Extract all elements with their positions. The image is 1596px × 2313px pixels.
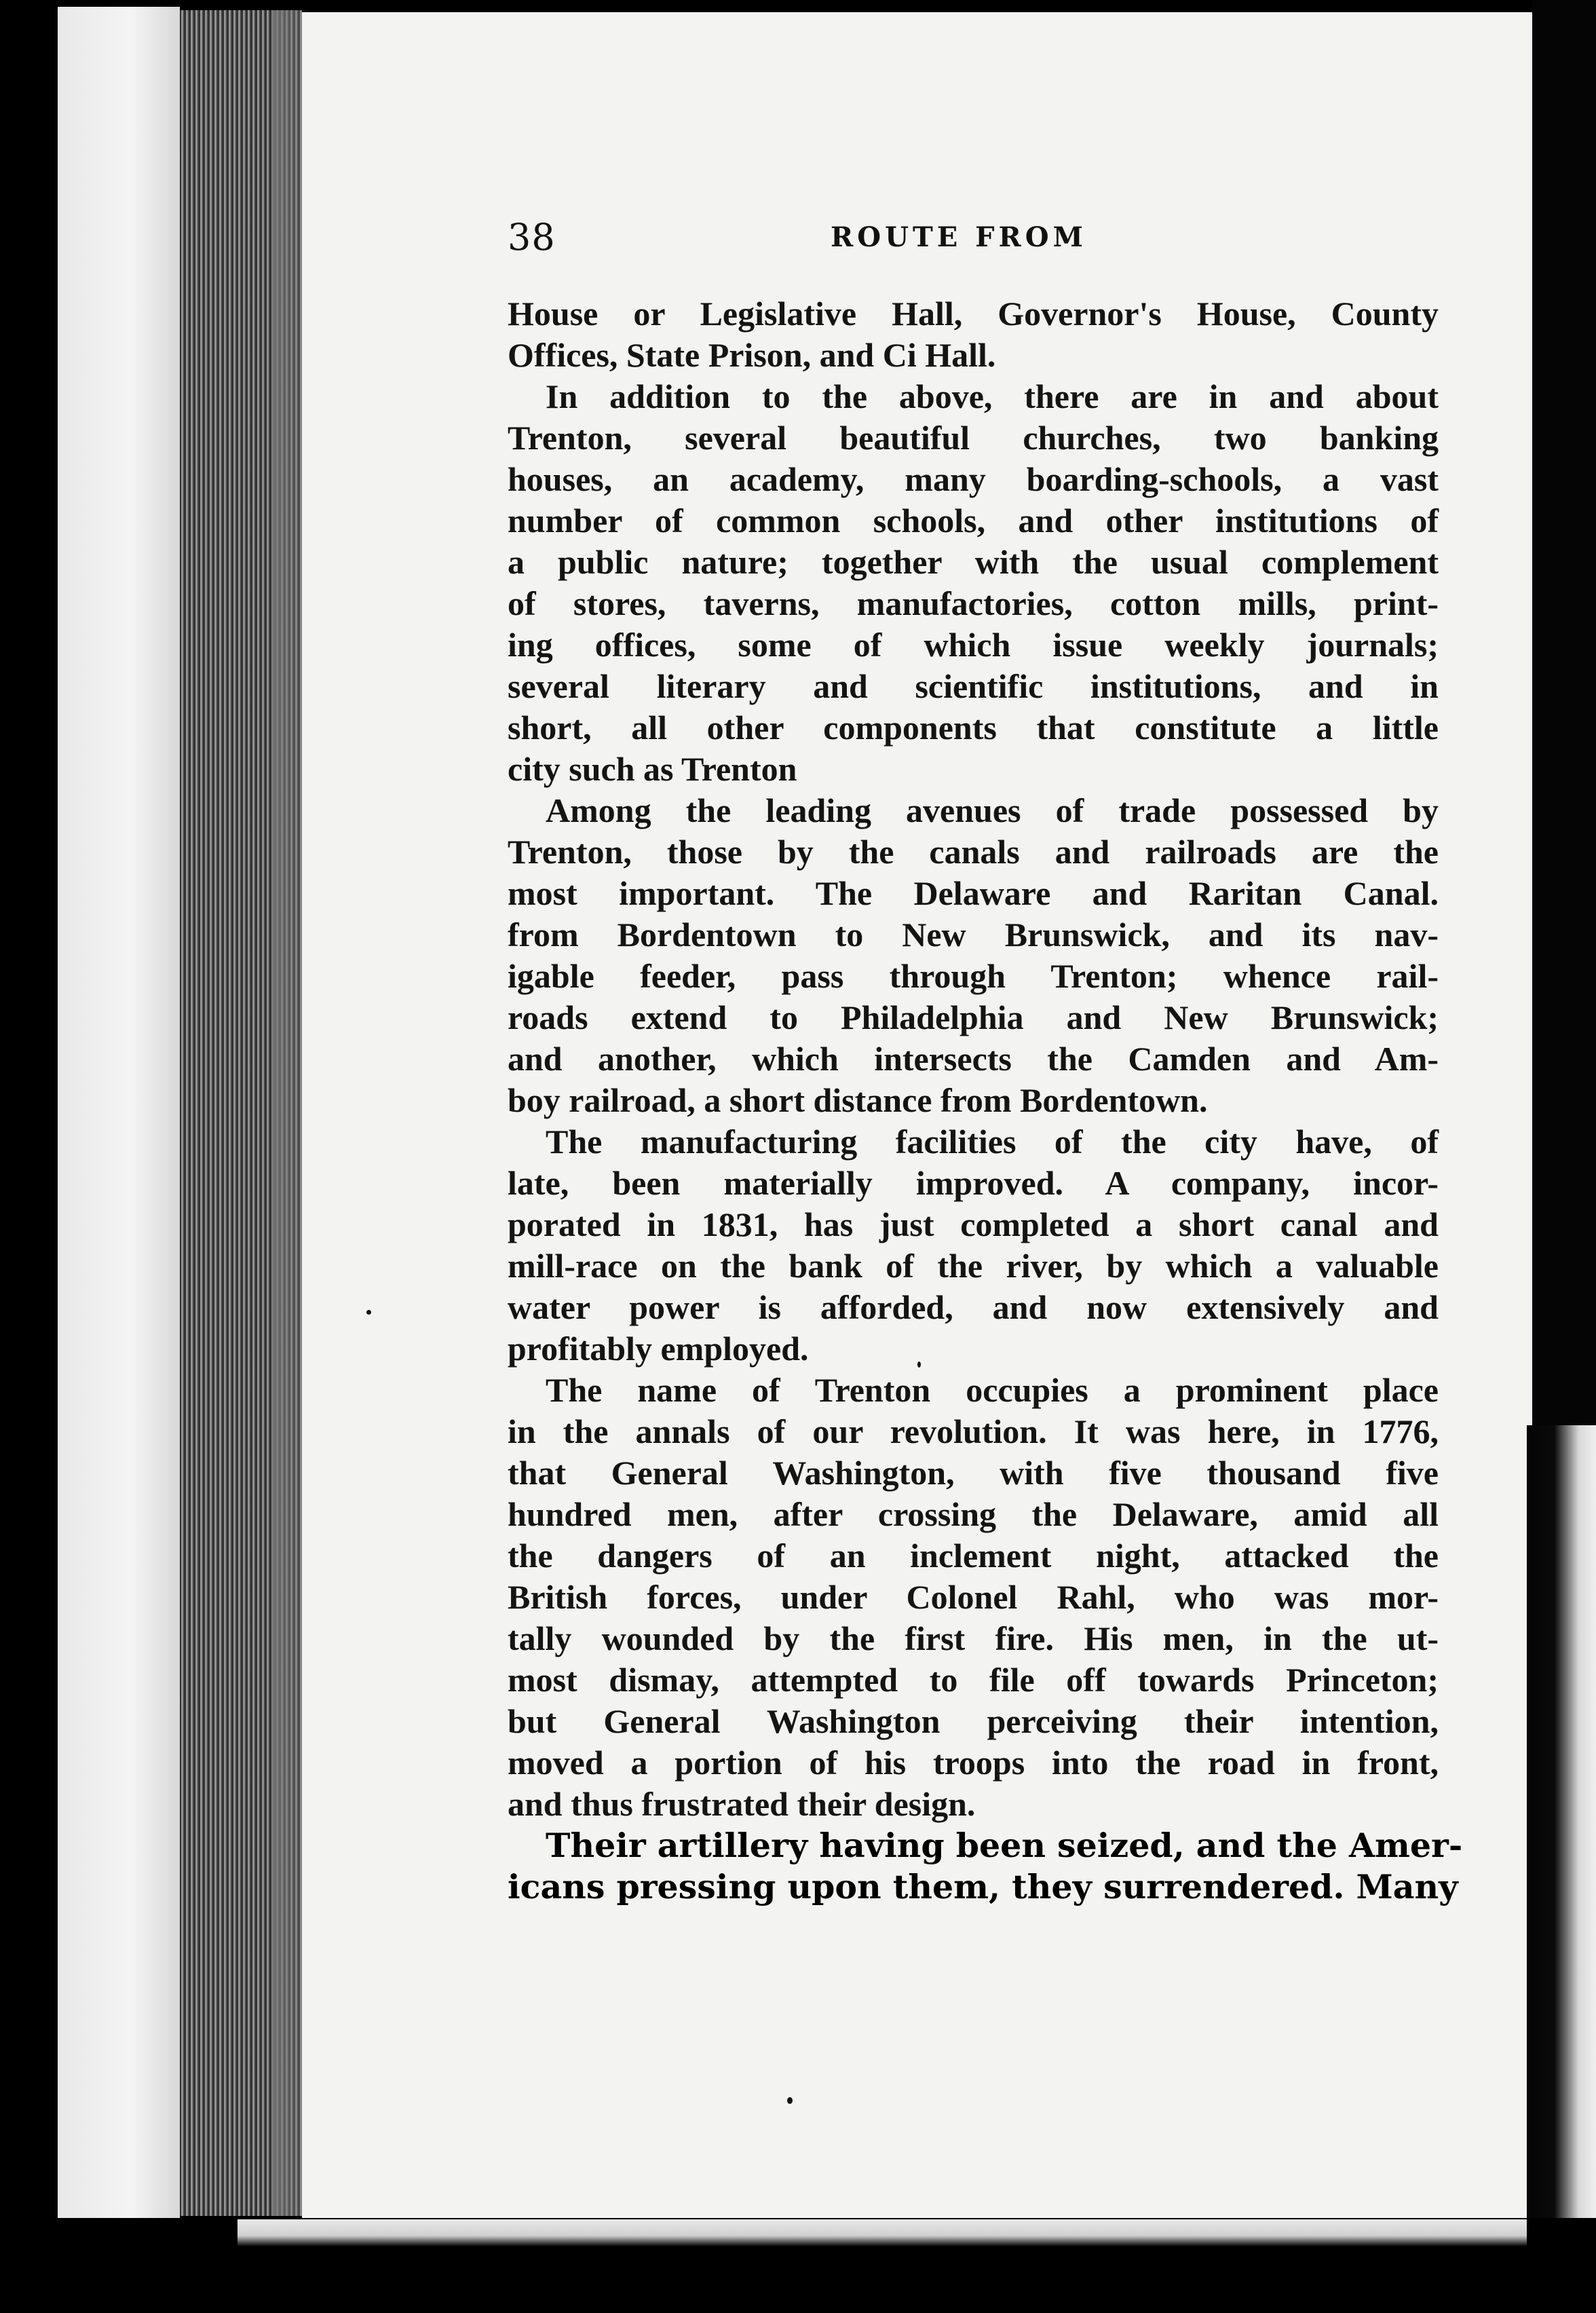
text-line: roads extend to Philadelphia and New Brunswick; xyxy=(508,998,1439,1036)
text-line: tally wounded by the first fire. His men, in the ut- xyxy=(508,1619,1439,1657)
text-line: city such as Trenton xyxy=(508,750,797,788)
paragraph xyxy=(508,1825,1463,1908)
text-line: number of common schools, and other institutions of xyxy=(508,502,1439,540)
text-line: icans pressing upon them, they surrendered. Many xyxy=(508,1867,1458,1906)
text-line: of stores, taverns, manufactories, cotton mills, print- xyxy=(508,584,1439,622)
bottom-page-sliver xyxy=(238,2219,1527,2246)
text-line: igable feeder, pass through Trenton; whence rail- xyxy=(508,957,1439,995)
text-line: The manufacturing facilities of the city have, of xyxy=(546,1123,1439,1161)
text-line: Their artillery having been seized, and the Amer- xyxy=(546,1826,1463,1865)
paragraph xyxy=(508,293,1439,376)
right-page-sliver xyxy=(1527,1425,1596,2267)
text-line: Trenton, those by the canals and railroads are the xyxy=(508,833,1439,871)
text-line: British forces, under Colonel Rahl, who was mor- xyxy=(508,1578,1439,1616)
text-line: Offices, State Prison, and Ci Hall. xyxy=(508,336,996,374)
text-line: The name of Trenton occupies a prominent place xyxy=(546,1371,1439,1409)
text-line: several literary and scientific institutions, and in xyxy=(508,667,1439,705)
body-text xyxy=(508,293,1463,1908)
text-line: that General Washington, with five thousand five xyxy=(508,1454,1439,1492)
ink-speck xyxy=(787,2097,793,2104)
running-title: ROUTE FROM xyxy=(831,221,1087,253)
text-line: and thus frustrated their design. xyxy=(508,1785,976,1823)
paragraph xyxy=(508,376,1439,790)
left-margin-strip xyxy=(58,7,180,2219)
text-line: houses, an academy, many boarding-schools, a vast xyxy=(508,460,1439,498)
text-line: a public nature; together with the usual complement xyxy=(508,543,1439,581)
ink-speck xyxy=(366,1310,371,1315)
text-line: the dangers of an inclement night, attacked the xyxy=(508,1537,1439,1575)
text-line: profitably employed. xyxy=(508,1330,809,1368)
text-line: Trenton, several beautiful churches, two banking xyxy=(508,419,1439,457)
paragraph xyxy=(508,1121,1439,1370)
text-line: boy railroad, a short distance from Bordentown. xyxy=(508,1081,1208,1119)
paragraph xyxy=(508,790,1439,1121)
text-line: House or Legislative Hall, Governor's House, County xyxy=(508,295,1439,333)
text-line: and another, which intersects the Camden and Am- xyxy=(508,1040,1439,1078)
text-line: water power is afforded, and now extensively and xyxy=(508,1288,1439,1326)
running-head xyxy=(508,216,1439,257)
text-line: in the annals of our revolution. It was here, in 1776, xyxy=(508,1412,1439,1450)
text-line: most important. The Delaware and Raritan Canal. xyxy=(508,874,1439,912)
text-line: from Bordentown to New Brunswick, and its nav- xyxy=(508,916,1439,954)
text-line: moved a portion of his troops into the road in front, xyxy=(508,1744,1439,1782)
paragraph xyxy=(508,1370,1439,1825)
text-line: but General Washington perceiving their intention, xyxy=(508,1702,1439,1740)
text-line: Among the leading avenues of trade possessed by xyxy=(546,791,1439,829)
text-line: short, all other components that constitute a little xyxy=(508,709,1439,747)
text-line: porated in 1831, has just completed a short canal and xyxy=(508,1205,1439,1243)
page-number: 38 xyxy=(508,216,556,259)
text-line: ing offices, some of which issue weekly journals; xyxy=(508,626,1439,664)
text-line: late, been materially improved. A company, incor- xyxy=(508,1164,1439,1202)
text-line: most dismay, attempted to file off towards Princeton; xyxy=(508,1661,1439,1699)
text-line: In addition to the above, there are in and about xyxy=(546,377,1439,415)
text-line: mill-race on the bank of the river, by which a valuable xyxy=(508,1247,1439,1285)
text-line: hundred men, after crossing the Delaware, amid all xyxy=(508,1495,1439,1533)
